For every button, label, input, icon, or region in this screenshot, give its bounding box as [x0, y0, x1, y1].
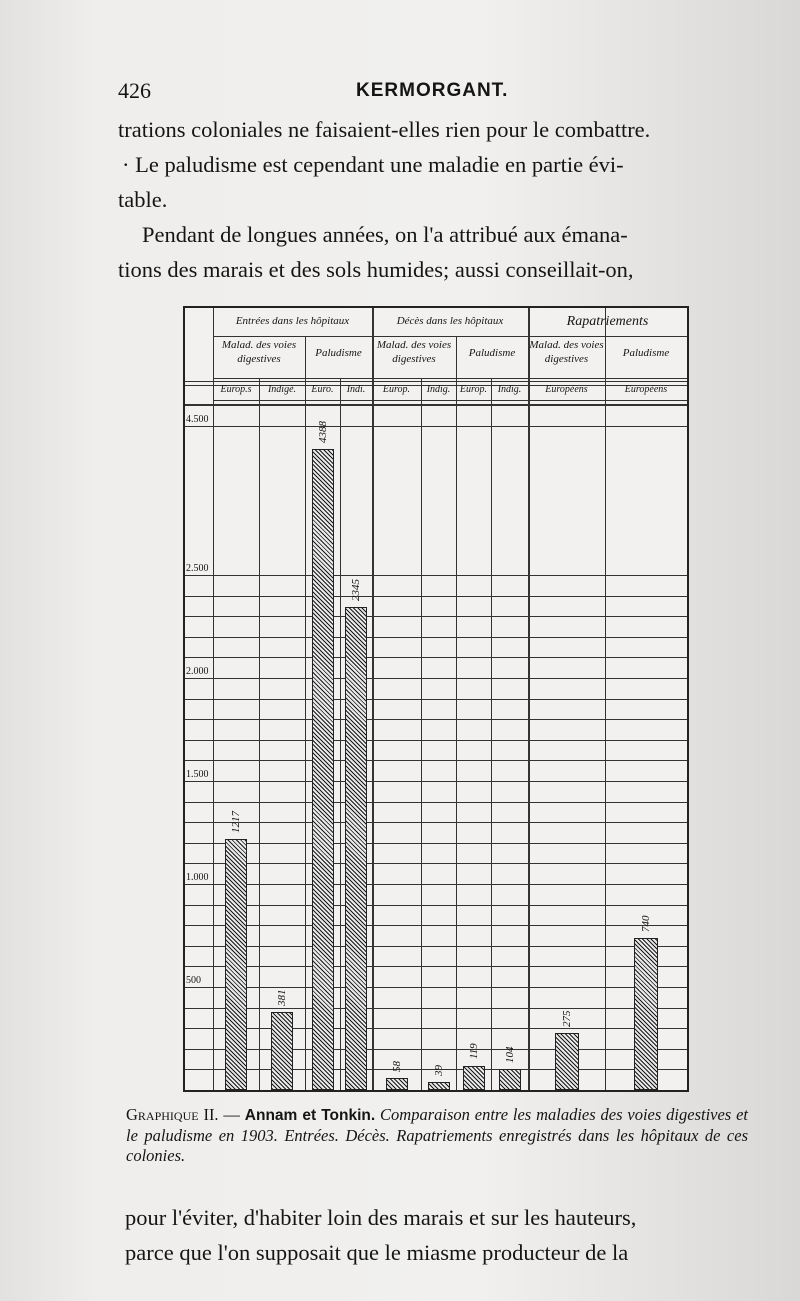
- column-rule: [340, 378, 341, 1090]
- subgroup-header: Malad. des voies: [376, 339, 452, 351]
- column-rule: [491, 378, 492, 1090]
- bar-value-label: 1217: [230, 811, 242, 834]
- grid-line: [185, 1049, 687, 1050]
- column-rule: [372, 308, 374, 1090]
- bar-value-label: 104: [503, 1046, 516, 1063]
- grid-line: [185, 637, 687, 638]
- subgroup-header: digestives: [544, 353, 589, 365]
- column-header: Europ.: [459, 384, 488, 395]
- header-rule: [213, 336, 687, 337]
- caption-lead: Graphique II.: [126, 1105, 219, 1124]
- chart-bar: [225, 839, 247, 1090]
- subgroup-header: digestives: [237, 353, 281, 365]
- column-rule: [305, 336, 306, 1090]
- grid-line: [185, 925, 687, 926]
- column-header: Européens: [624, 384, 668, 395]
- group-header: Rapatriements: [566, 314, 649, 329]
- grid-line: [185, 781, 687, 782]
- group-header: Décès dans les hôpitaux: [396, 315, 504, 327]
- grid-line: [185, 884, 687, 885]
- grid-line: [185, 1028, 687, 1029]
- subgroup-header: Paludisme: [468, 347, 516, 359]
- grid-line: [185, 678, 687, 679]
- grid-line: [185, 966, 687, 967]
- subgroup-header: digestives: [392, 353, 436, 365]
- column-rule: [456, 336, 457, 1090]
- bar-value-label: 4388: [316, 421, 329, 444]
- subgroup-header: Paludisme: [622, 347, 670, 359]
- grid-line: [185, 905, 687, 906]
- y-tick-label: 4.500: [186, 414, 209, 425]
- bar-value-label: 740: [640, 915, 652, 932]
- text-line: pour l'éviter, d'habiter loin des marais et sur les hauteurs,: [125, 1205, 637, 1230]
- page-header: [118, 78, 750, 108]
- grid-line: [185, 760, 687, 761]
- y-tick-label: 1.000: [186, 872, 209, 883]
- bar-value-label: 381: [276, 989, 288, 1006]
- paragraph-bottom: [125, 1200, 753, 1270]
- grid-line: [185, 381, 687, 382]
- chart-bar: [428, 1082, 450, 1090]
- column-rule: [213, 308, 214, 1090]
- y-tick-label: 2.000: [186, 666, 209, 677]
- column-header: Europ.s: [220, 384, 252, 395]
- bar-value-label: 2345: [350, 578, 362, 601]
- column-rule: [605, 308, 606, 1090]
- grid-line: [185, 987, 687, 988]
- y-tick-label: 2.500: [186, 563, 209, 574]
- y-tick-label: 1.500: [186, 769, 209, 780]
- grid-line: [185, 802, 687, 803]
- column-header: Indi.: [346, 384, 366, 395]
- chart-bar: [386, 1078, 408, 1090]
- grid-line: [185, 719, 687, 720]
- bar-value-label: 58: [390, 1061, 403, 1073]
- text-line: · Le paludisme est cependant une maladie en partie évi-: [122, 152, 624, 177]
- grid-line: [185, 863, 687, 864]
- bar-value-label: 119: [467, 1043, 480, 1060]
- column-rule: [528, 308, 530, 1090]
- grid-line: [185, 426, 687, 427]
- column-header: Euro.: [311, 384, 334, 395]
- bar-value-label: 275: [560, 1010, 573, 1028]
- grid-line: [185, 616, 687, 617]
- running-head: KERMORGANT.: [356, 80, 509, 101]
- header-rule: [213, 378, 687, 379]
- column-header: Indig.: [426, 384, 451, 395]
- column-header: Indig.: [497, 384, 522, 395]
- column-header: Europ.: [382, 384, 411, 395]
- grid-line: [185, 946, 687, 947]
- caption-dash: —: [218, 1105, 245, 1124]
- chart-bar: [499, 1069, 521, 1090]
- text-line: Pendant de longues années, on l'a attribué aux émana-: [142, 222, 628, 247]
- text-line: trations coloniales ne faisaient-elles rien pour le combattre.: [118, 117, 651, 142]
- chart-bar: [555, 1033, 579, 1090]
- grid-line: [185, 596, 687, 597]
- column-header: Européens: [545, 384, 588, 395]
- caption-title: Annam et Tonkin.: [244, 1107, 376, 1124]
- grid-line: [185, 404, 687, 405]
- column-rule: [421, 378, 422, 1090]
- page-number: 426: [118, 78, 151, 103]
- text-line: table.: [118, 187, 168, 212]
- column-header: Indigè.: [267, 384, 297, 395]
- chart-bar: [463, 1066, 485, 1091]
- chart-bar: [634, 938, 658, 1090]
- figure-caption: [126, 1105, 748, 1166]
- subgroup-header: Paludisme: [315, 347, 362, 359]
- grid-line: [185, 405, 687, 406]
- chart-bar: [271, 1012, 293, 1090]
- chart-bar: [345, 607, 367, 1090]
- chart-bar: [312, 449, 334, 1090]
- paragraph-top: [118, 112, 750, 287]
- text-line: parce que l'on supposait que le miasme producteur de la: [125, 1240, 629, 1265]
- grid-line: [185, 740, 687, 741]
- text-line: tions des marais et des sols humides; aussi conseillait-on,: [118, 257, 634, 282]
- bar-chart: [183, 306, 689, 1092]
- group-header: Entrées dans les hôpitaux: [235, 315, 350, 327]
- subgroup-header: Malad. des voies: [529, 339, 604, 351]
- y-tick-label: 500: [186, 975, 201, 986]
- grid-line: [185, 822, 687, 823]
- caption-text: Comparaison entre les maladies des voies digestives et le paludisme en 1903. Entrées. Décès. Rapatriements enregistrés dans les hôpitaux de ces colonies.: [126, 1105, 749, 1165]
- grid-line: [185, 1008, 687, 1009]
- bar-value-label: 39: [432, 1064, 445, 1076]
- grid-line: [185, 575, 687, 576]
- subgroup-header: Malad. des voies: [221, 339, 297, 351]
- grid-line: [185, 843, 687, 844]
- header-rule: [213, 400, 687, 401]
- grid-line: [185, 699, 687, 700]
- grid-line: [185, 657, 687, 658]
- column-rule: [259, 378, 260, 1090]
